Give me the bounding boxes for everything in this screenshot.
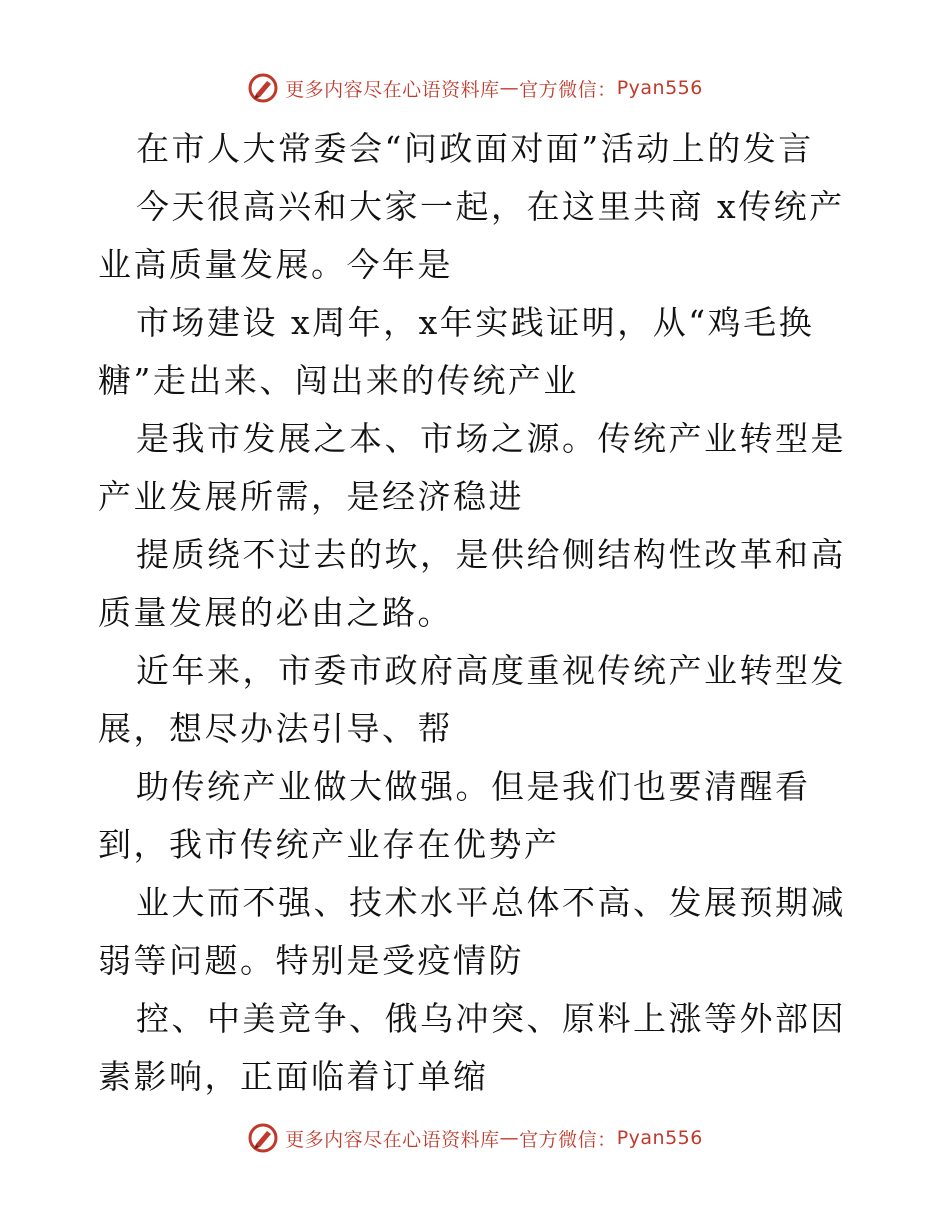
banner-wechat-label: 官方微信： <box>519 78 617 101</box>
banner-separator: — <box>499 1127 520 1149</box>
paragraph-8: 控、中美竞争、俄乌冲突、原料上涨等外部因素影响，正面临着订单缩 <box>98 999 846 1096</box>
footer-banner <box>0 1122 950 1154</box>
document-title: 在市人大常委会“问政面对面”活动上的发言 <box>136 129 814 168</box>
paragraph-7: 业大而不强、技术水平总体不高、发展预期减弱等问题。特别是受疫情防 <box>98 883 846 980</box>
paragraph-5: 近年来，市委市政府高度重视传统产业转型发展，想尽办法引导、帮 <box>98 651 846 748</box>
paragraph-1: 今天很高兴和大家一起，在这里共商 x传统产业高质量发展。今年是 <box>98 187 845 284</box>
paragraph-6: 助传统产业做大做强。但是我们也要清醒看到，我市传统产业存在优势产 <box>98 767 811 864</box>
header-banner <box>0 72 950 104</box>
banner-wechat-label: 官方微信： <box>519 1128 617 1151</box>
banner-text: 更多内容尽在心语资料库 <box>285 78 500 101</box>
document-body <box>98 120 858 1106</box>
pen-logo-icon <box>247 72 279 104</box>
banner-text: 更多内容尽在心语资料库 <box>285 1128 500 1151</box>
paragraph-3: 是我市发展之本、市场之源。传统产业转型是产业发展所需，是经济稳进 <box>98 419 846 516</box>
banner-separator: — <box>499 77 520 99</box>
paragraph-2: 市场建设 x周年，x年实践证明，从“鸡毛换糖”走出来、闯出来的传统产业 <box>98 303 815 400</box>
paragraph-4: 提质绕不过去的坎，是供给侧结构性改革和高质量发展的必由之路。 <box>98 535 846 632</box>
banner-wechat-id: Pyan556 <box>616 77 703 99</box>
banner-wechat-id: Pyan556 <box>616 1127 703 1149</box>
pen-logo-icon <box>247 1122 279 1154</box>
